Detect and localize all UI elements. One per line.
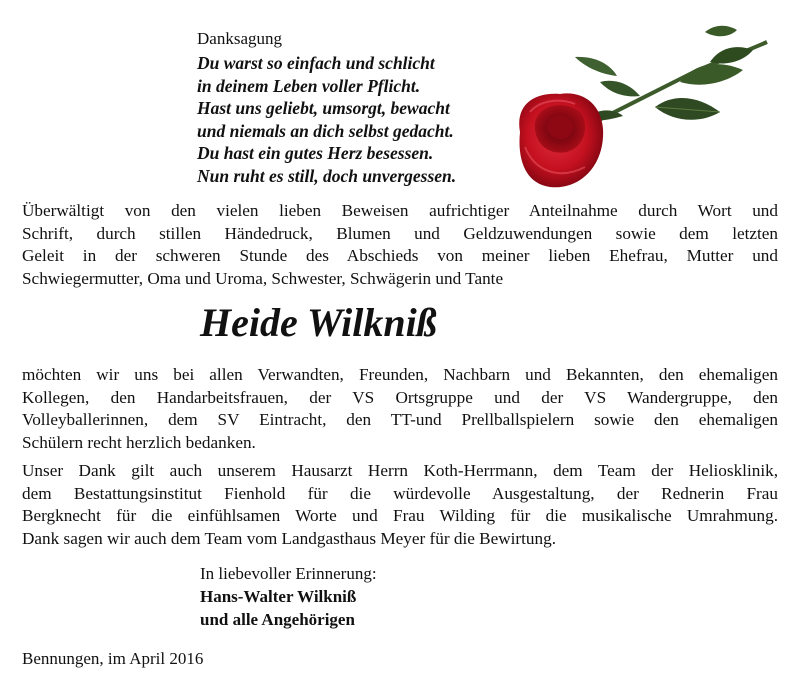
poem-line: und niemals an dich selbst gedacht. bbox=[197, 120, 454, 141]
text-line: Unser Dank gilt auch unserem Hausarzt Herrn Koth-Herrmann, dem Team der Heliosklinik, bbox=[22, 461, 778, 480]
poem-line: Hast uns geliebt, umsorgt, bewacht bbox=[197, 98, 450, 118]
text-line: Schwiegermutter, Oma und Uroma, Schwester, Schwägerin und Tante bbox=[22, 268, 504, 288]
heading: Danksagung bbox=[197, 29, 282, 48]
thanks-paragraph bbox=[22, 364, 778, 454]
closing-phrase: In liebevoller Erinnerung: bbox=[200, 564, 377, 583]
text-line: Kollegen, den Handarbeitsfrauen, der VS Ortsgruppe und der VS Wandergruppe, den bbox=[22, 387, 778, 407]
intro-paragraph bbox=[22, 200, 778, 290]
special-thanks-paragraph bbox=[22, 460, 778, 550]
poem-block bbox=[197, 28, 507, 187]
text-line: dem Bestattungsinstitut Fienhold für die würdevolle Ausgestaltung, der Rednerin Frau bbox=[22, 483, 778, 503]
signer-block bbox=[200, 585, 356, 631]
text-line: Überwältigt von den vielen lieben Beweisen aufrichtiger Anteilnahme durch Wort und bbox=[22, 201, 778, 220]
text-line: Dank sagen wir auch dem Team vom Landgasthaus Meyer für die Bewirtung. bbox=[22, 528, 557, 548]
text-line: Schülern recht herzlich bedanken. bbox=[22, 432, 256, 452]
poem-line: Du warst so einfach und schlicht bbox=[197, 53, 435, 73]
signer-name: Hans-Walter Wilkniß bbox=[200, 587, 357, 606]
poem-line: Nun ruht es still, doch unvergessen. bbox=[197, 165, 457, 186]
place-date: Bennungen, im April 2016 bbox=[22, 649, 204, 668]
text-line: Volleyballerinnen, dem SV Eintracht, den TT-und Prellballspielern sowie den ehemaligen bbox=[22, 410, 778, 430]
deceased-name: Heide Wilkniß bbox=[200, 300, 437, 345]
text-line: Geleit in der schweren Stunde des Abschieds von meiner lieben Ehefrau, Mutter und bbox=[22, 246, 778, 266]
red-rose-image bbox=[505, 12, 775, 197]
signer-family: und alle Angehörigen bbox=[200, 610, 355, 629]
text-line: Schrift, durch stillen Händedruck, Blumen und Geldzuwendungen sowie dem letzten bbox=[22, 223, 778, 243]
text-line: möchten wir uns bei allen Verwandten, Freunden, Nachbarn und Bekannten, den ehemaligen bbox=[22, 365, 778, 384]
poem-line: Du hast ein gutes Herz besessen. bbox=[197, 143, 434, 163]
poem-line: in deinem Leben voller Pflicht. bbox=[197, 75, 421, 96]
text-line: Bergknecht für die einfühlsamen Worte und Frau Wilding für die musikalische Umrahmung. bbox=[22, 506, 778, 526]
